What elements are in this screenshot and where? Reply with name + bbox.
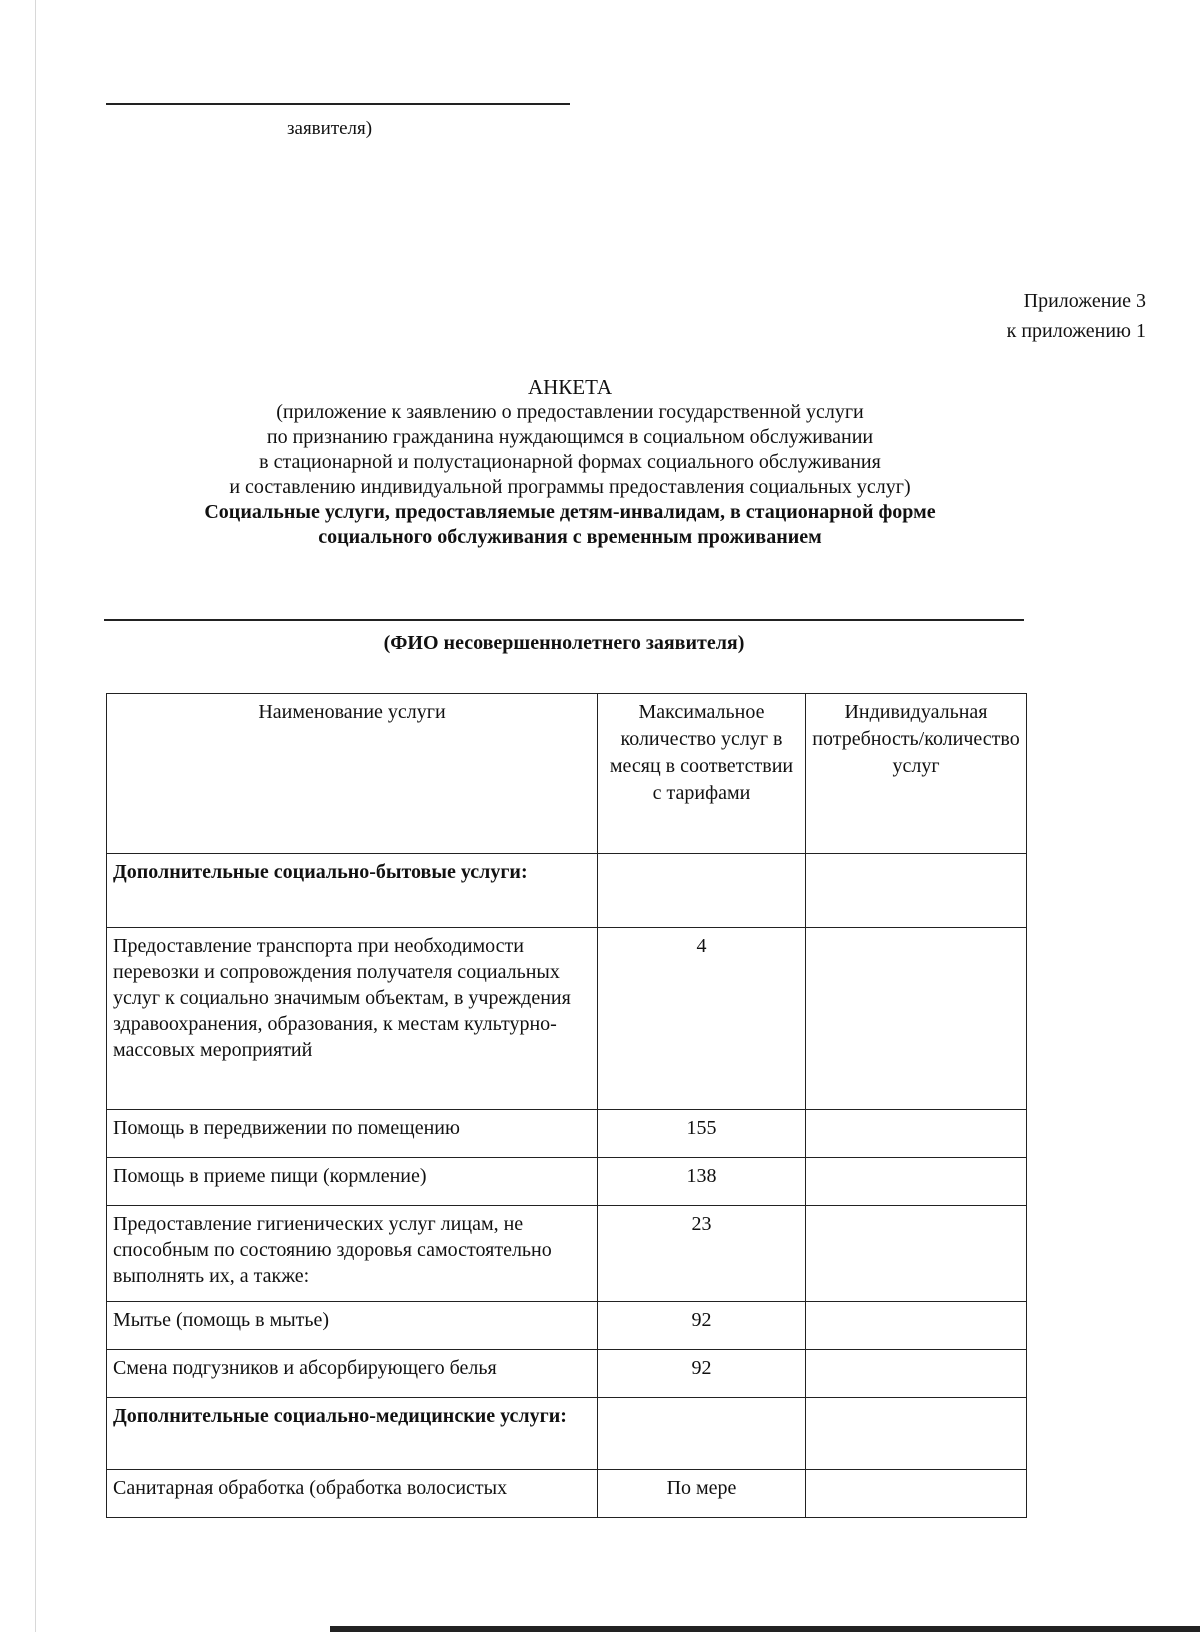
subtitle-line: по признанию гражданина нуждающимся в социальном обслуживании bbox=[266, 426, 874, 448]
table-row bbox=[107, 1398, 1027, 1470]
max-count-cell: По мере bbox=[598, 1470, 806, 1518]
table-row bbox=[107, 1302, 1027, 1350]
appendix-line-1: Приложение 3 bbox=[1023, 290, 1146, 312]
table-row bbox=[107, 1206, 1027, 1302]
signature-line bbox=[106, 103, 570, 105]
need-cell[interactable] bbox=[806, 1398, 1027, 1470]
document-title: АНКЕТА bbox=[527, 375, 613, 399]
page-edge-left bbox=[35, 0, 36, 1632]
table-header-row bbox=[107, 694, 1027, 854]
need-cell[interactable] bbox=[806, 928, 1027, 1110]
service-name: Помощь в передвижении по помещению bbox=[107, 1110, 598, 1158]
table-row bbox=[107, 854, 1027, 928]
header-individual-need: Индивидуальная потребность/количество услуг bbox=[806, 694, 1027, 854]
max-count-cell: 92 bbox=[598, 1302, 806, 1350]
service-name: Предоставление транспорта при необходимости перевозки и сопровождения получателя социальных услуг к социально значимым объектам, в учреждения здравоохранения, образования, к местам культурно-массовых мероприятий bbox=[107, 928, 598, 1110]
need-cell[interactable] bbox=[806, 854, 1027, 928]
service-name: Предоставление гигиенических услуг лицам, не способным по состоянию здоровья самостоятельно выполнять их, а также: bbox=[107, 1206, 598, 1302]
fio-caption: (ФИО несовершеннолетнего заявителя) bbox=[383, 632, 745, 654]
services-heading-line: социального обслуживания с временным проживанием bbox=[318, 526, 822, 548]
max-count-cell: 92 bbox=[598, 1350, 806, 1398]
max-count-cell: 23 bbox=[598, 1206, 806, 1302]
appendix-line-2: к приложению 1 bbox=[1006, 320, 1146, 342]
document-title-block bbox=[90, 375, 1050, 550]
section-title: Дополнительные социально-бытовые услуги: bbox=[107, 854, 598, 928]
subtitle-line: (приложение к заявлению о предоставлении государственной услуги bbox=[276, 401, 864, 423]
max-count-cell: 4 bbox=[598, 928, 806, 1110]
page-edge-bottom bbox=[330, 1626, 1200, 1632]
table-row bbox=[107, 1110, 1027, 1158]
need-cell[interactable] bbox=[806, 1158, 1027, 1206]
need-cell[interactable] bbox=[806, 1110, 1027, 1158]
need-cell[interactable] bbox=[806, 1302, 1027, 1350]
appendix-reference bbox=[1007, 286, 1146, 346]
table-row bbox=[107, 1350, 1027, 1398]
services-heading-line: Социальные услуги, предоставляемые детям-инвалидам, в стационарной форме bbox=[204, 501, 936, 523]
service-name: Мытье (помощь в мытье) bbox=[107, 1302, 598, 1350]
service-name: Санитарная обработка (обработка волосистых bbox=[107, 1470, 598, 1518]
table-row bbox=[107, 1470, 1027, 1518]
subtitle-line: и составлению индивидуальной программы предоставления социальных услуг) bbox=[229, 476, 911, 498]
header-service-name: Наименование услуги bbox=[107, 694, 598, 854]
subtitle-line: в стационарной и полустационарной формах социального обслуживания bbox=[259, 451, 881, 473]
max-count-cell bbox=[598, 854, 806, 928]
table-row bbox=[107, 928, 1027, 1110]
section-title: Дополнительные социально-медицинские услуги: bbox=[107, 1398, 598, 1470]
need-cell[interactable] bbox=[806, 1350, 1027, 1398]
table-row bbox=[107, 1158, 1027, 1206]
max-count-cell bbox=[598, 1398, 806, 1470]
service-name: Смена подгузников и абсорбирующего белья bbox=[107, 1350, 598, 1398]
need-cell[interactable] bbox=[806, 1470, 1027, 1518]
fio-input-line[interactable] bbox=[104, 619, 1024, 621]
service-name: Помощь в приеме пищи (кормление) bbox=[107, 1158, 598, 1206]
need-cell[interactable] bbox=[806, 1206, 1027, 1302]
max-count-cell: 138 bbox=[598, 1158, 806, 1206]
signature-caption: заявителя) bbox=[287, 118, 373, 139]
header-max-count: Максимальное количество услуг в месяц в соответствии с тарифами bbox=[598, 694, 806, 854]
max-count-cell: 155 bbox=[598, 1110, 806, 1158]
services-table bbox=[106, 693, 1027, 1518]
